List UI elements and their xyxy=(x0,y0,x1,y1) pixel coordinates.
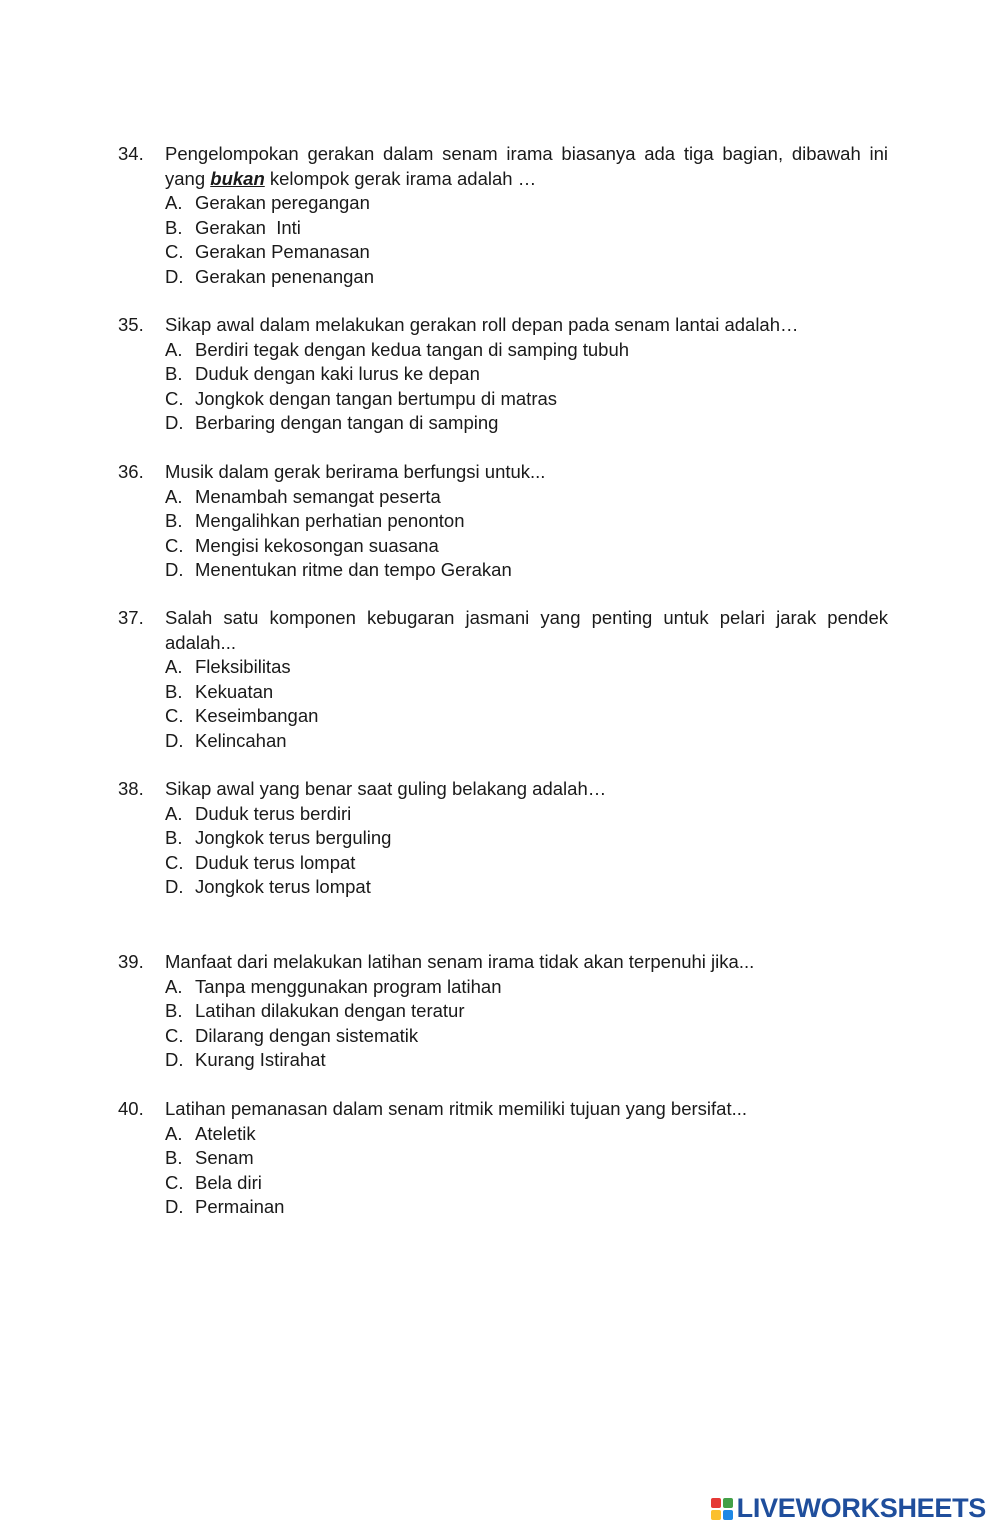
option-c[interactable]: C. Mengisi kekosongan suasana xyxy=(165,534,439,556)
option-list xyxy=(165,802,888,900)
question-text: Musik dalam gerak berirama berfungsi untuk... xyxy=(165,461,546,482)
question-number: 35. xyxy=(118,314,144,335)
question-34 xyxy=(118,142,888,290)
option-a[interactable]: A. Fleksibilitas xyxy=(165,656,291,678)
option-d[interactable]: D. Jongkok terus lompat xyxy=(165,876,371,898)
option-b[interactable]: B. Jongkok terus berguling xyxy=(165,827,392,849)
option-d[interactable]: D. Berbaring dengan tangan di samping xyxy=(165,412,499,434)
option-d[interactable]: D. Kelincahan xyxy=(165,729,287,751)
question-text: Pengelompokan gerakan dalam senam irama biasanya ada tiga bagian, dibawah ini yang bukan kelompok gerak irama adalah … xyxy=(165,143,888,189)
question-text: Manfaat dari melakukan latihan senam irama tidak akan terpenuhi jika... xyxy=(165,951,755,972)
question-number: 40. xyxy=(118,1098,144,1119)
option-a[interactable]: A. Gerakan peregangan xyxy=(165,192,370,214)
question-text: Sikap awal dalam melakukan gerakan roll depan pada senam lantai adalah… xyxy=(165,314,799,335)
question-number: 34. xyxy=(118,143,144,164)
option-list xyxy=(165,485,888,583)
option-list xyxy=(165,191,888,289)
option-c[interactable]: C. Keseimbangan xyxy=(165,705,319,727)
option-d[interactable]: D. Gerakan penenangan xyxy=(165,265,374,287)
option-d[interactable]: D. Kurang Istirahat xyxy=(165,1049,326,1071)
option-b[interactable]: B. Duduk dengan kaki lurus ke depan xyxy=(165,363,480,385)
option-a[interactable]: A. Duduk terus berdiri xyxy=(165,802,352,824)
option-b[interactable]: B. Gerakan Inti xyxy=(165,216,301,238)
option-list xyxy=(165,655,888,753)
option-b[interactable]: B. Senam xyxy=(165,1147,254,1169)
liveworksheets-logo-icon xyxy=(711,1498,733,1520)
question-text: Latihan pemanasan dalam senam ritmik memiliki tujuan yang bersifat... xyxy=(165,1098,748,1119)
option-c[interactable]: C. Dilarang dengan sistematik xyxy=(165,1024,419,1046)
question-38 xyxy=(118,777,888,900)
option-c[interactable]: C. Jongkok dengan tangan bertumpu di matras xyxy=(165,387,558,409)
option-b[interactable]: B. Kekuatan xyxy=(165,680,274,702)
option-c[interactable]: C. Duduk terus lompat xyxy=(165,851,356,873)
option-list xyxy=(165,338,888,436)
option-d[interactable]: D. Permainan xyxy=(165,1196,285,1218)
option-b[interactable]: B. Latihan dilakukan dengan teratur xyxy=(165,1000,465,1022)
question-number: 37. xyxy=(118,607,144,628)
option-a[interactable]: A. Tanpa menggunakan program latihan xyxy=(165,975,502,997)
question-39 xyxy=(118,950,888,1073)
question-text: Sikap awal yang benar saat guling belakang adalah… xyxy=(165,778,607,799)
question-35 xyxy=(118,313,888,436)
brand-name: LIVEWORKSHEETS xyxy=(736,1493,986,1523)
option-b[interactable]: B. Mengalihkan perhatian penonton xyxy=(165,510,465,532)
option-a[interactable]: A. Berdiri tegak dengan kedua tangan di samping tubuh xyxy=(165,338,630,360)
question-text: Salah satu komponen kebugaran jasmani yang penting untuk pelari jarak pendek adalah... xyxy=(165,607,888,653)
option-list xyxy=(165,1122,888,1220)
emphasis-text: bukan xyxy=(210,167,265,189)
question-number: 39. xyxy=(118,951,144,972)
liveworksheets-logo[interactable] xyxy=(711,1493,986,1524)
option-a[interactable]: A. Ateletik xyxy=(165,1122,256,1144)
question-37 xyxy=(118,606,888,754)
option-a[interactable]: A. Menambah semangat peserta xyxy=(165,485,441,507)
option-list xyxy=(165,975,888,1073)
question-36 xyxy=(118,460,888,583)
option-d[interactable]: D. Menentukan ritme dan tempo Gerakan xyxy=(165,559,512,581)
question-number: 36. xyxy=(118,461,144,482)
question-number: 38. xyxy=(118,778,144,799)
option-c[interactable]: C. Bela diri xyxy=(165,1171,262,1193)
question-40 xyxy=(118,1097,888,1220)
option-c[interactable]: C. Gerakan Pemanasan xyxy=(165,241,370,263)
